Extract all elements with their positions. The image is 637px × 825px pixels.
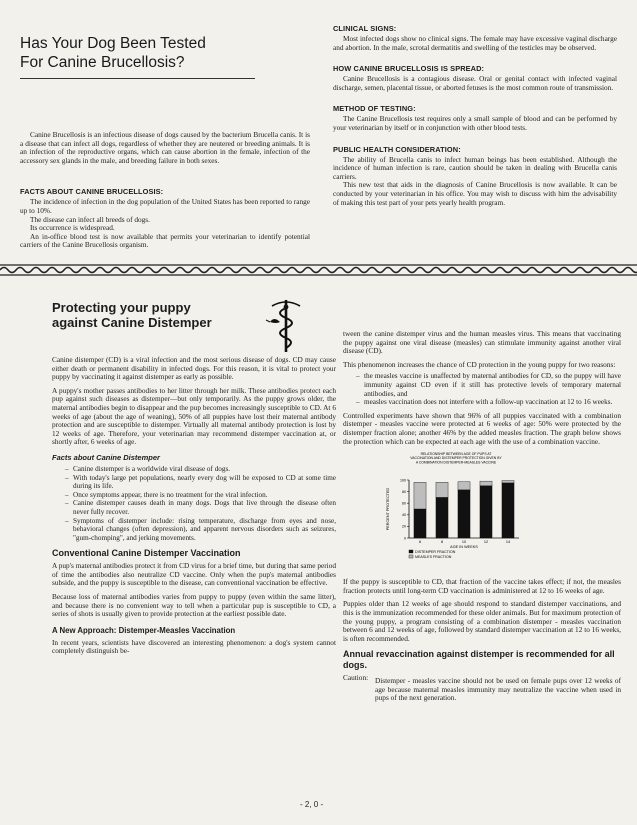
list-item: – Canine distemper causes death in many dogs. Dogs that live through the disease often never fully recover.: [66, 499, 336, 516]
wavy-divider: [0, 262, 637, 278]
clinical-text: Most infected dogs show no clinical signs. The female may have excessive vaginal discharge and abortion. In the male, scrotal dermatitis and swelling of the testicles may be observed.: [333, 34, 617, 52]
legend-swatch: [409, 550, 413, 553]
protection-bar-chart: [381, 450, 531, 574]
public-health-text-2: This new test that aids in the diagnosis of Canine Brucellosis is now available. It can be conducted by your veterinarian in his office. You may wish to discuss with him the advisability of making this test part of your pets yearly health program.: [333, 180, 617, 207]
chart-title-line: VACCINATION AND DISTEMPER PROTECTION GIVEN BY: [410, 456, 502, 461]
facts-distemper-heading: Facts about Canine Distemper: [52, 452, 160, 462]
testing-text: The Canine Brucellosis test requires only a small sample of blood and can be performed by your veterinarian by itself or in conjunction with other blood tests.: [333, 114, 617, 132]
fact-item: The incidence of infection in the dog population of the United States has been reported to range up to 10%.: [20, 197, 310, 215]
distemper-p2: A puppy's mother passes antibodies to her litter through her milk. These antibodies protect each pup against such diseases as distemper—but only temporarily. As the puppy grows older, the maternal antibodies begin to disappear and the pup becomes increasingly susceptible to CD. At 6 weeks of age (about the age of weaning), 50% of all puppies have lost their maternal antibody protection and are susceptible to distemper. Virtually all maternal antibody protection is lost by 12 weeks of age. Therefore, your veterinarian may recommend distemper vaccination at, or shortly after, 6 weeks of age.: [52, 385, 336, 447]
brucellosis-left-column: [20, 34, 310, 250]
fact-item: The disease can infect all breeds of dogs.: [30, 214, 150, 224]
title-line-2: For Canine Brucellosis?: [20, 54, 185, 71]
caution-note: [343, 674, 621, 703]
bar-distemper-fraction: [480, 486, 492, 538]
list-item: – With today's large pet populations, nearly every dog will be exposed to CD at some time during its life.: [66, 474, 336, 491]
distemper-right-p2: This phenomenon increases the chance of CD protection in the young puppy for two reasons:: [343, 359, 616, 369]
fact-item: An in-office blood test is now available that permits your veterinarian to identify potential carriers of the Canine Brucellosis organism.: [20, 231, 310, 250]
new-approach-heading: A New Approach: Distemper-Measles Vaccination: [52, 625, 236, 635]
distemper-left-column: [52, 356, 336, 656]
distemper-title: [52, 300, 282, 330]
distemper-right-p4: If the puppy is susceptible to CD, that fraction of the vaccine takes effect; if not, the measles fraction protects until long-term CD vaccination is administered at 12 to 16 weeks of age.: [343, 577, 621, 595]
annual-revaccination-heading: Annual revaccination against distemper is recommended for all dogs.: [343, 649, 615, 671]
page-number: - 2, 0 -: [300, 800, 324, 809]
y-tick-label: 100: [400, 478, 406, 483]
spread-text: Canine Brucellosis is a contagious disease. Oral or genital contact with infected vaginal discharge, semen, placental tissue, or aborted fetuses is the most common route of transmission.: [333, 74, 617, 92]
y-tick-label: 20: [402, 524, 406, 529]
x-tick-label: 10: [461, 540, 467, 545]
distemper-right-p1: tween the canine distemper virus and the human measles virus. This means that vaccinating the puppy against one viral disease (measles) can stimulate immunity against another viral disease (CD).: [343, 329, 621, 356]
distemper-title-line-2: against Canine Distemper: [52, 315, 212, 330]
bar-distemper-fraction: [458, 490, 470, 538]
distemper-right-p3: Controlled experiments have shown that 96% of all puppies vaccinated with a combination distemper - measles vaccine were protected at 6 weeks of age: 50% were protected by the distemper fraction alone; another 46% by the added measles fraction. The graph below shows the protection which can be expected at each age with the use of a combination vaccine.: [343, 410, 621, 446]
list-item: – the measles vaccine is unaffected by maternal antibodies for CD, so the puppy will have immunity against CD even if it still has protective levels of temporary maternal antibodies, and: [357, 372, 621, 398]
legend-swatch: [409, 555, 413, 558]
chart-title-line: A COMBINATION DISTEMPER-MEASLES VACCINE: [415, 460, 497, 465]
x-tick-label: 6: [418, 540, 422, 545]
fact-item: Its occurrence is widespread.: [30, 223, 115, 233]
conventional-vaccination-heading: Conventional Canine Distemper Vaccination: [52, 548, 241, 559]
brucellosis-right-column: [333, 24, 617, 207]
distemper-right-column: [343, 330, 621, 703]
public-health-heading: PUBLIC HEALTH CONSIDERATION:: [333, 144, 461, 154]
list-item: – Once symptoms appear, there is no treatment for the viral infection.: [66, 491, 336, 500]
bar-measles-fraction: [414, 482, 426, 509]
list-item: – Canine distemper is a worldwide viral disease of dogs.: [66, 465, 336, 474]
bar-distemper-fraction: [436, 498, 448, 539]
x-tick-label: 8: [440, 540, 444, 545]
bar-distemper-fraction: [414, 509, 426, 538]
list-item: – Symptoms of distemper include: rising temperature, discharge from eyes and nose, behavioral changes (often depression), and apparent nervous disorders such as seizures, "gum-chomping", and jerking movements.: [66, 517, 336, 543]
facts-distemper-list: [66, 465, 336, 542]
distemper-p4: Because loss of maternal antibodies varies from puppy to puppy (even within the same litter), and because there is no convenient way to tell when a particular pup is susceptible to CD, a series of shots is usually given to provide protection at the earliest possible date.: [52, 592, 336, 619]
veterinary-caduceus-logo: [264, 296, 304, 354]
y-tick-label: 60: [402, 501, 406, 506]
bar-measles-fraction: [458, 482, 470, 490]
spread-heading: HOW CANINE BRUCELLOSIS IS SPREAD:: [333, 64, 485, 74]
bar-measles-fraction: [480, 481, 492, 486]
legend-label: DISTEMPER FRACTION: [415, 550, 456, 555]
chart-title-line: RELATIONSHIP BETWEEN AGE OF PUPS AT: [420, 452, 492, 457]
distemper-title-line-1: Protecting your puppy: [52, 300, 191, 315]
y-axis-label: PERCENT PROTECTED: [386, 487, 390, 531]
caution-label: Caution:: [343, 673, 369, 683]
y-tick-label: 40: [402, 513, 406, 518]
y-tick-label: 0: [404, 536, 406, 541]
brucellosis-intro: Canine Brucellosis is an infectious disease of dogs caused by the bacterium Brucella canis. It is a disease that can infect all dogs, regardless of whether they are neutered or breeding animals. It is an infection of the reproductive organs, which can cause abortion in the female, infection of the accessory sex glands in the male, and breeding failure in both sexes.: [20, 130, 310, 165]
x-axis-label: AGE IN WEEKS: [450, 545, 478, 550]
facts-heading: FACTS ABOUT CANINE BRUCELLOSIS:: [20, 187, 164, 197]
bar-distemper-fraction: [502, 483, 514, 538]
list-item: – measles vaccination does not interfere with a follow-up vaccination at 12 to 16 weeks.: [357, 398, 621, 407]
distemper-right-p5: Puppies older than 12 weeks of age should respond to standard distemper vaccinations, and this is the immunization recommended for these older animals. But for maximum protection of the young puppy, a program consisting of a combination distemper - measles vaccination between 6 and 12 weeks of age, followed by standard distemper vaccination at 12 to 16 weeks, is often recommended.: [343, 599, 621, 643]
bar-measles-fraction: [436, 482, 448, 497]
x-tick-label: 12: [483, 540, 489, 545]
x-tick-label: 14: [505, 540, 511, 545]
reasons-list: [357, 372, 621, 406]
distemper-p1: Canine distemper (CD) is a viral infection and the most serious disease of dogs. CD may cause either death or permanent disability in infected dogs. For this reason, it is vital to protect your puppy by vaccinating it against distemper as early as possible.: [52, 355, 336, 382]
bar-measles-fraction: [502, 481, 514, 483]
caution-text: Distemper - measles vaccine should not be used on female pups over 12 weeks of age because maternal measles immunity may neutralize the vaccine when used in pups of the next generation.: [375, 676, 621, 703]
public-health-text-1: The ability of Brucella canis to infect human beings has been established. Although the incidence of human infection is rare, caution should be taken in dealing with Brucella canis carriers.: [333, 154, 617, 181]
distemper-p3: A pup's maternal antibodies protect it from CD virus for a brief time, but during that same period of time the antibodies also neutralize CD vaccine. Only when the pup's maternal antibodies subside, and the puppy is susceptible to the disease, can conventional vaccination be effective.: [52, 561, 336, 588]
clinical-heading: CLINICAL SIGNS:: [333, 24, 397, 33]
brucellosis-title: [20, 34, 310, 72]
y-tick-label: 80: [402, 490, 406, 495]
legend-label: MEASLES FRACTION: [415, 555, 452, 560]
title-line-1: Has Your Dog Been Tested: [20, 35, 206, 52]
testing-heading: METHOD OF TESTING:: [333, 104, 416, 114]
distemper-p5: In recent years, scientists have discovered an interesting phenomenon: a dog's system cannot completely distinguish be-: [52, 637, 336, 656]
